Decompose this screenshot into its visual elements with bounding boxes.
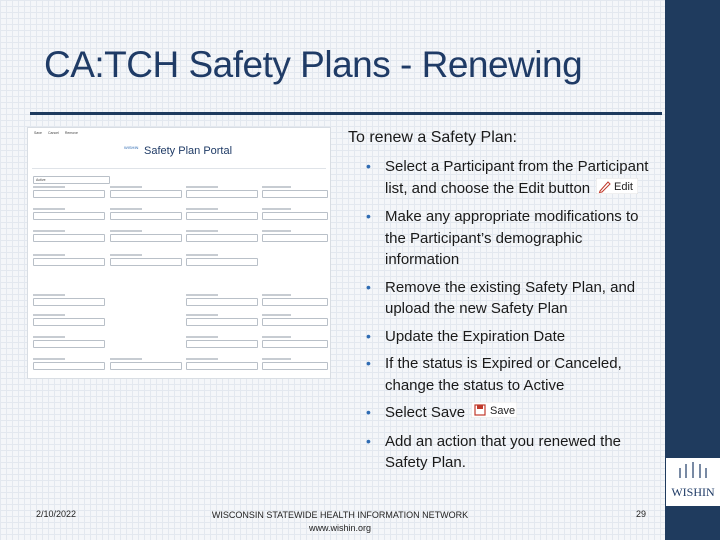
portal-form-field[interactable] (110, 362, 182, 370)
portal-form-field[interactable] (110, 234, 182, 242)
portal-field-label-line (33, 186, 65, 188)
portal-form-field[interactable] (262, 362, 328, 370)
portal-field-label-line (186, 254, 218, 256)
portal-form-field[interactable] (33, 362, 105, 370)
bullet-icon: • (366, 278, 371, 295)
portal-form-field[interactable] (33, 190, 105, 198)
portal-form-field[interactable] (186, 318, 258, 326)
portal-field-label-line (262, 230, 291, 232)
portal-field-label-line (186, 314, 218, 316)
bullet-icon: • (366, 432, 371, 449)
portal-field-label-line (262, 358, 291, 360)
portal-toolbar-remove[interactable]: Remove (64, 131, 78, 135)
portal-field-label-line (33, 358, 65, 360)
portal-form-field[interactable] (186, 340, 258, 348)
portal-form-field[interactable] (262, 318, 328, 326)
portal-form-field[interactable] (110, 258, 182, 266)
portal-field-label-line (110, 358, 142, 360)
wishin-logo (666, 458, 720, 506)
instruction-item: • Remove the existing Safety Plan, and upload the new Safety Plan (366, 278, 636, 317)
footer-url: www.wishin.org (308, 523, 372, 533)
portal-form-field[interactable] (262, 190, 328, 198)
portal-form-field[interactable] (186, 258, 258, 266)
bullet-icon: • (366, 208, 371, 224)
portal-form-field[interactable] (33, 318, 105, 326)
portal-form-field[interactable] (33, 212, 105, 220)
portal-field-label-line (262, 336, 291, 338)
save-button-image (471, 402, 517, 425)
portal-field-label-line (186, 358, 218, 360)
portal-form-field[interactable] (33, 258, 105, 266)
portal-field-label-line (110, 254, 142, 256)
footer-date: 2/10/2022 (36, 509, 77, 519)
svg-text:Edit: Edit (614, 180, 634, 193)
portal-form-field[interactable] (186, 298, 258, 306)
portal-field-label-line (110, 230, 142, 232)
title-divider (30, 112, 662, 115)
footer-org (195, 509, 485, 535)
portal-field-label-line (33, 336, 65, 338)
bullet-icon: • (366, 158, 371, 174)
svg-text:WISHIN: WISHIN (671, 485, 715, 499)
portal-form-field[interactable] (33, 340, 105, 348)
portal-title: Safety Plan Portal (144, 145, 233, 157)
portal-field-label-line (33, 314, 65, 316)
portal-form-field[interactable] (33, 298, 105, 306)
slide-title: CA:TCH Safety Plans - Renewing (44, 44, 583, 85)
portal-status-select[interactable]: Active (33, 176, 110, 184)
portal-field-label-line (186, 230, 218, 232)
portal-header (124, 141, 233, 163)
portal-form-field[interactable] (262, 212, 328, 220)
instruction-item: • If the status is Expired or Canceled, change the status to Active (366, 355, 622, 394)
portal-field-label-line (262, 294, 291, 296)
portal-form-field[interactable] (110, 212, 182, 220)
instruction-item: • Add an action that you renewed the Safety Plan. (366, 432, 622, 471)
instruction-item: • Make any appropriate modifications to the Participant’s demographic information (366, 208, 639, 268)
instruction-item: • Select Save Save (365, 402, 660, 425)
portal-field-label-line (262, 186, 291, 188)
portal-form-field[interactable] (186, 212, 258, 220)
page-number: 29 (636, 509, 647, 519)
portal-form-field[interactable] (262, 298, 328, 306)
instruction-item: • Update the Expiration Date (365, 326, 660, 348)
bullet-icon: • (366, 355, 371, 371)
portal-form-field[interactable] (262, 340, 328, 348)
portal-field-label-line (33, 230, 65, 232)
portal-logo: WISHIN (124, 145, 139, 150)
bullet-icon: • (366, 404, 371, 420)
portal-field-label-line (186, 186, 218, 188)
portal-field-label-line (186, 336, 218, 338)
instruction-list (365, 156, 660, 480)
portal-toolbar-cancel[interactable]: Cancel (47, 131, 59, 135)
portal-form-field[interactable] (110, 190, 182, 198)
portal-screenshot (27, 127, 331, 379)
portal-form-field[interactable] (33, 234, 105, 242)
portal-form-field[interactable] (186, 234, 258, 242)
portal-form-field[interactable] (186, 362, 258, 370)
portal-field-label-line (110, 208, 142, 210)
intro-text: To renew a Safety Plan: (348, 129, 517, 146)
svg-text:Save: Save (490, 405, 516, 417)
portal-field-label-line (110, 186, 142, 188)
portal-field-label-line (33, 294, 65, 296)
portal-form-field[interactable] (186, 190, 258, 198)
edit-button-image (596, 178, 638, 201)
portal-field-label-line (262, 208, 291, 210)
portal-form-field[interactable] (262, 234, 328, 242)
portal-field-label-line (262, 314, 291, 316)
portal-field-label-line (186, 294, 218, 296)
portal-field-label-line (33, 208, 65, 210)
instruction-item: • Select a Participant from the Participant list, and choose the Edit button Edit (365, 156, 660, 200)
portal-toolbar-save[interactable]: Save (34, 131, 42, 135)
portal-field-label-line (186, 208, 218, 210)
portal-field-label-line (33, 254, 65, 256)
footer-org-name: WISCONSIN STATEWIDE HEALTH INFORMATION NETWORK (211, 510, 469, 520)
bullet-icon: • (366, 327, 371, 344)
